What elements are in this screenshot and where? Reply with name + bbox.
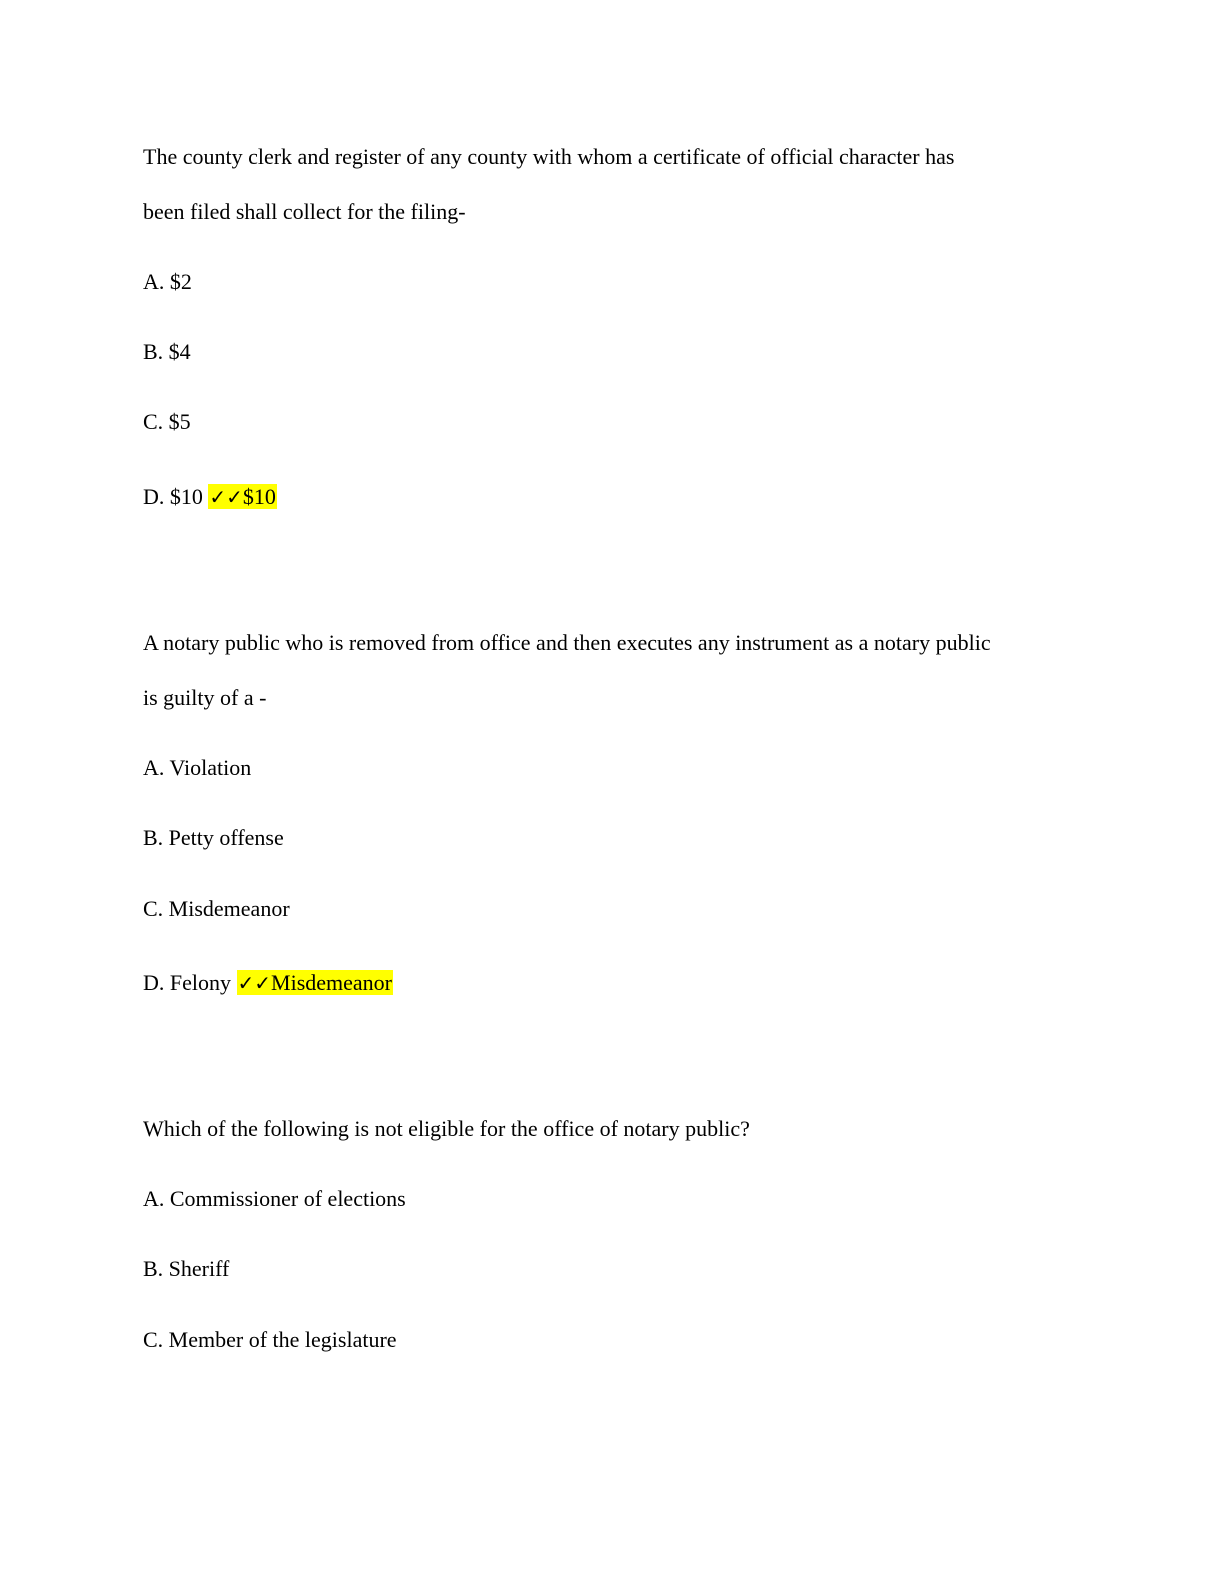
question-3-option-a: A. Commissioner of elections [143, 1186, 406, 1211]
question-1-stem-line-2: been filed shall collect for the filing- [143, 199, 466, 224]
question-1-option-c: C. $5 [143, 409, 191, 434]
question-1-option-b: B. $4 [143, 339, 191, 364]
question-3-option-c: C. Member of the legislature [143, 1327, 397, 1352]
question-2-stem-line-1: A notary public who is removed from office and then executes any instrument as a notary public [143, 630, 991, 655]
question-3-option-b: B. Sheriff [143, 1256, 230, 1281]
question-2-answer-highlight [237, 970, 393, 995]
question-1-answer-highlight [208, 484, 277, 509]
question-2-option-d: D. Felony [143, 970, 231, 995]
question-1-option-d-row [143, 484, 277, 510]
question-1-answer: $10 [242, 484, 276, 509]
question-2-stem-line-2: is guilty of a - [143, 685, 267, 710]
question-1-stem-line-1: The county clerk and register of any county with whom a certificate of official character has [143, 144, 955, 169]
question-1-option-a: A. $2 [143, 269, 192, 294]
double-check-icon: ✓✓ [209, 485, 243, 509]
question-2-answer: Misdemeanor [271, 970, 392, 995]
question-3-stem-line-1: Which of the following is not eligible for the office of notary public? [143, 1116, 750, 1141]
question-1-option-d: D. $10 [143, 484, 203, 509]
question-2-option-c: C. Misdemeanor [143, 896, 290, 921]
double-check-icon: ✓✓ [237, 971, 272, 995]
question-2-option-a: A. Violation [143, 755, 252, 780]
question-2-option-b: B. Petty offense [143, 825, 284, 850]
question-2-option-d-row [143, 970, 393, 996]
